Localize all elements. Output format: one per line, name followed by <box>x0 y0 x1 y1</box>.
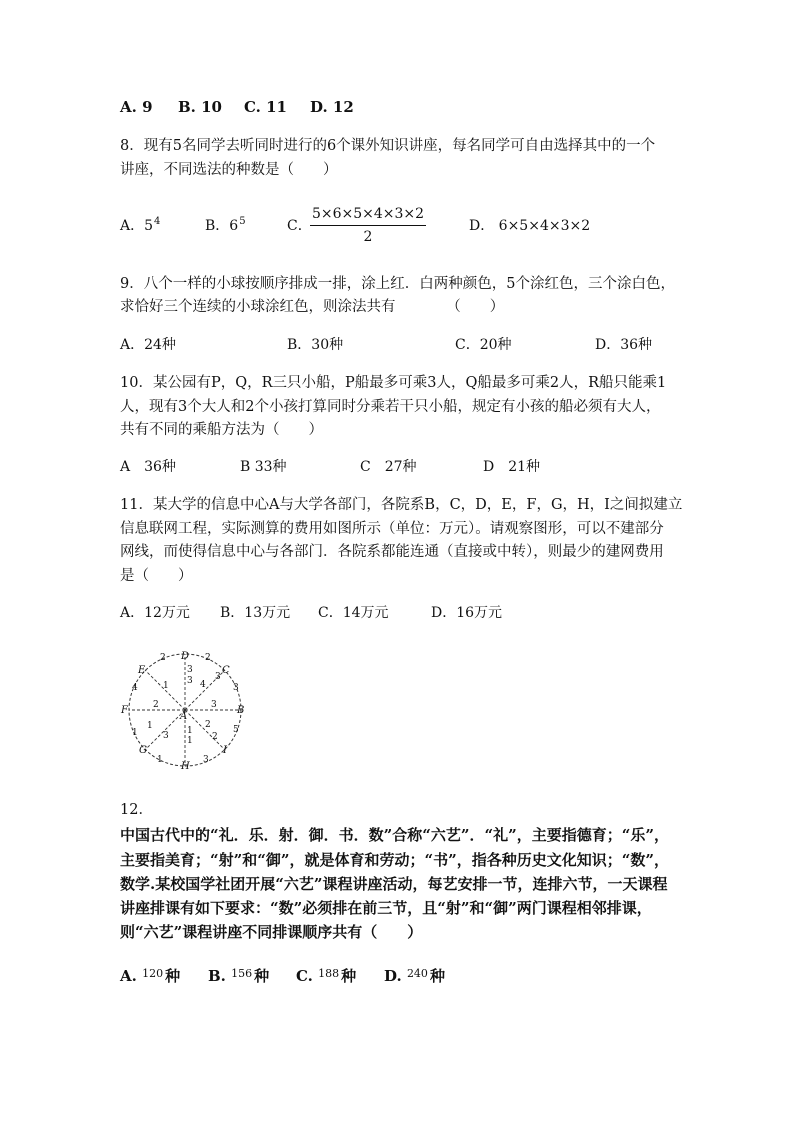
q12-stem-line2: 主要指美育；“射”和“御”，就是体育和劳动；“书”，指各种历史文化知识；“数”， <box>120 851 670 869</box>
q12-stem-line4: 讲座排课有如下要求：“数”必须排在前三节，且“射”和“御”两门课程相邻排课， <box>120 899 652 917</box>
node-b: B <box>237 705 245 716</box>
node-e: E <box>138 665 146 676</box>
q8-option-a: A．$5^4$ <box>120 216 161 234</box>
weight-a-b: 3 <box>211 700 217 710</box>
q11-option-a: A．12万元 <box>120 605 190 621</box>
q11-stem-line2: 信息联网工程，实际测算的费用如图所示（单位：万元）。请观察图形，可以不建部分 <box>120 521 664 537</box>
weight-g-h: 1 <box>157 755 163 765</box>
node-f: F <box>121 705 128 716</box>
q9-option-a: A．24种 <box>120 337 176 353</box>
q11-option-c: C．14万元 <box>318 605 389 621</box>
q8-stem-line2: 讲座，不同选法的种数是（ ） <box>120 162 338 178</box>
fraction-denominator: 2 <box>363 229 373 245</box>
q10-option-d: D 21种 <box>483 459 541 475</box>
q8-option-b: B．$6^5$ <box>205 216 246 234</box>
q10-option-b: B 33种 <box>240 459 287 475</box>
weight-a-f: 2 <box>153 700 159 710</box>
q10-stem-line3: 共有不同的乘船方法为（ ） <box>120 422 323 438</box>
q11-option-b: B．13万元 <box>220 605 291 621</box>
q11-stem-line3: 网线，而使得信息中心与各部门．各院系都能连通（直接或中转），则最少的建网费用 <box>120 544 664 560</box>
q8-option-c-fraction <box>310 205 426 246</box>
weight-a-e: 1 <box>163 681 169 691</box>
weight-b-i: 5 <box>233 725 239 735</box>
weight-a-d: 3 <box>187 676 193 686</box>
weight-e-d: 2 <box>160 653 166 663</box>
q12-stem-line5: 则“六艺”课程讲座不同排课顺序共有（ ） <box>120 923 423 941</box>
weight-h-i: 3 <box>203 755 209 765</box>
q12-stem-line3: 数学.某校国学社团开展“六艺”课程讲座活动，每艺安排一节，连排六节，一天课程 <box>120 875 668 893</box>
q9-option-b: B．30种 <box>287 337 344 353</box>
node-g: G <box>139 745 147 756</box>
weight-a-c: 4 <box>200 680 206 690</box>
fraction-numerator: 5×6×5×4×3×2 <box>311 206 425 222</box>
q10-stem-line2: 人，现有3个大人和2个小孩打算同时分乘若干只小船，规定有小孩的船必须有大人， <box>120 399 661 415</box>
q10-stem-line1: 10．某公园有P，Q，R三只小船，P船最多可乘3人，Q船最多可乘2人，R船只能乘1 <box>120 375 667 391</box>
q12-option-a: A. $^{120}$ 种 <box>120 967 181 985</box>
q7-option-c: C. 11 <box>244 98 287 116</box>
q12-option-b: B. $^{156}$ 种 <box>208 967 270 985</box>
q10-option-c: C 27种 <box>360 459 417 475</box>
q11-stem-line1: 11．某大学的信息中心A与大学各部门，各院系B，C，D，E，F，G，H，I之间拟建立 <box>120 497 683 513</box>
node-d: D <box>181 651 190 662</box>
weight-g-f-2: 1 <box>147 721 153 731</box>
q8-stem-line1: 8．现有5名同学去听同时进行的6个课外知识讲座，每名同学可自由选择其中的一个 <box>120 138 656 154</box>
weight-a-h: 1 <box>187 736 193 746</box>
q8-option-c-label: C． <box>287 218 312 234</box>
q9-option-c: C．20种 <box>455 337 512 353</box>
q12-option-d: D. $^{240}$ 种 <box>384 967 445 985</box>
q9-stem-line2: 求恰好三个连续的小球涂红色，则涂法共有 （ ） <box>120 299 505 315</box>
weight-a-g: 3 <box>163 731 169 741</box>
weight-f-g: 1 <box>132 728 138 738</box>
q7-option-d: D. 12 <box>310 98 354 116</box>
q12-number: 12． <box>120 802 153 818</box>
q12-stem-line1: 中国古代中的“礼．乐．射．御．书．数”合称“六艺”．“礼”，主要指德育；“乐”， <box>120 826 670 844</box>
node-h: H <box>181 761 190 772</box>
q11-option-d: D．16万元 <box>431 605 503 621</box>
q9-option-d: D．36种 <box>595 337 653 353</box>
weight-e-f: 4 <box>132 683 138 693</box>
node-c: C <box>222 665 230 676</box>
q7-option-b: B. 10 <box>178 98 222 116</box>
node-a: A <box>180 711 188 722</box>
q8-option-d: D． 6×5×4×3×2 <box>469 218 591 234</box>
weight-a-i: 2 <box>205 720 211 730</box>
node-i: I <box>223 745 227 756</box>
q11-stem-line4: 是（ ） <box>120 568 193 584</box>
q7-option-a: A. 9 <box>120 98 153 116</box>
q9-stem-line1: 9．八个一样的小球按顺序排成一排，涂上红．白两种颜色，5个涂红色，三个涂白色， <box>120 276 675 292</box>
weight-a-h-2: 1 <box>187 726 193 736</box>
q12-option-c: C. $^{188}$ 种 <box>296 967 357 985</box>
weight-d-c: 2 <box>205 653 211 663</box>
weight-a-d-2: 3 <box>187 665 193 675</box>
weight-c-b: 3 <box>233 683 239 693</box>
weight-a-i-2: 2 <box>212 732 218 742</box>
q10-option-a: A 36种 <box>120 459 176 475</box>
network-diagram <box>115 645 255 775</box>
fraction-bar <box>310 225 426 226</box>
weight-c-a-2: 3 <box>215 672 221 682</box>
